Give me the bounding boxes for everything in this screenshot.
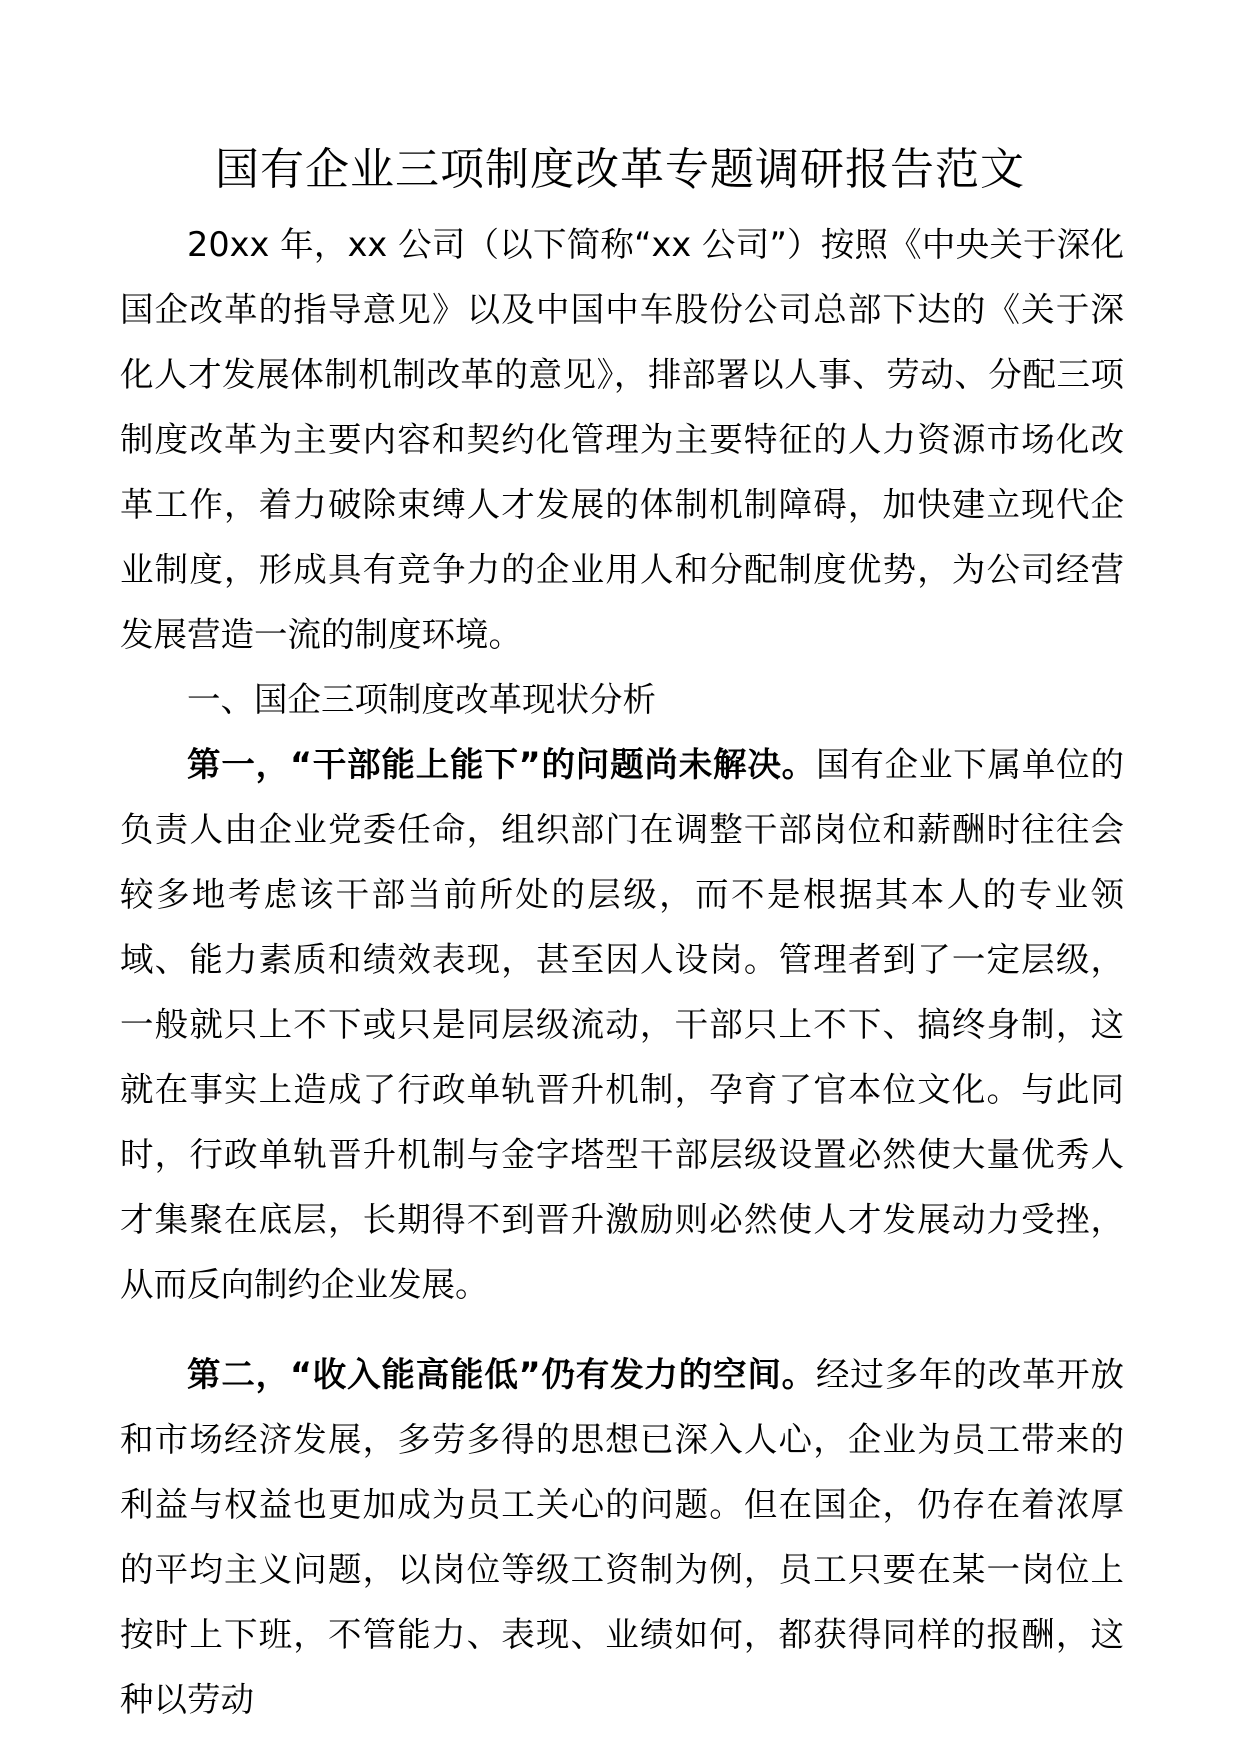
point-one-paragraph xyxy=(120,732,1124,1317)
point-one-text: 国有企业下属单位的负责人由企业党委任命，组织部门在调整干部岗位和薪酬时往往会较多地考虑该干部当前所处的层级，而不是根据其本人的专业领域、能力素质和绩效表现，甚至因人设岗。管理者到了一定层级，一般就只上不下或只是同层级流动，干部只上不下、搞终身制，这就在事实上造成了行政单轨晋升机制，孕育了官本位文化。与此同时，行政单轨晋升机制与金字塔型干部层级设置必然使大量优秀人才集聚在底层，长期得不到晋升激励则必然使人才发展动力受挫，从而反向制约企业发展。 xyxy=(120,745,1124,1304)
document-body xyxy=(120,212,1124,1732)
point-one-lead: 第一，“干部能上能下”的问题尚未解决。 xyxy=(187,745,816,784)
point-two-paragraph xyxy=(120,1342,1124,1732)
intro-paragraph: 20xx 年，xx 公司（以下简称“xx 公司”）按照《中央关于深化国企改革的指导意见》以及中国中车股份公司总部下达的《关于深化人才发展体制机制改革的意见》，排部署以人事、劳动、分配三项制度改革为主要内容和契约化管理为主要特征的人力资源市场化改革工作，着力破除束缚人才发展的体制机制障碍，加快建立现代企业制度，形成具有竞争力的企业用人和分配制度优势，为公司经营发展营造一流的制度环境。 xyxy=(120,225,1124,654)
section-heading: 一、国企三项制度改革现状分析 xyxy=(187,680,656,719)
document-title: 国有企业三项制度改革专题调研报告范文 xyxy=(215,144,1025,195)
point-two-lead: 第二，“收入能高能低”仍有发力的空间。 xyxy=(187,1355,816,1394)
point-two-text: 经过多年的改革开放和市场经济发展，多劳多得的思想已深入人心，企业为员工带来的利益与权益也更加成为员工关心的问题。但在国企，仍存在着浓厚的平均主义问题，以岗位等级工资制为例，员工只要在某一岗位上按时上下班，不管能力、表现、业绩如何，都获得同样的报酬，这种以劳动 xyxy=(120,1355,1124,1719)
